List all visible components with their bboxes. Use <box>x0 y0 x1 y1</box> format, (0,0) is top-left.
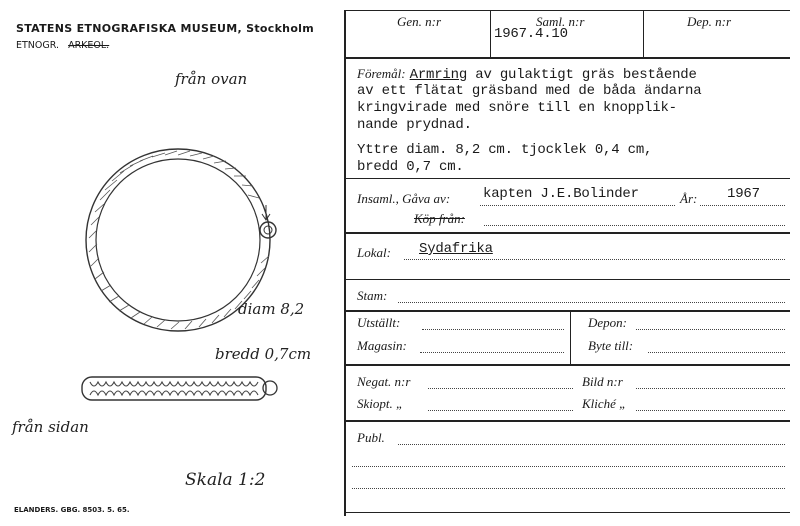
sketch-width-note: bredd 0,7cm <box>215 345 312 363</box>
description-line-5: Yttre diam. 8,2 cm. tjocklek 0,4 cm, <box>357 142 653 158</box>
insaml-dotted-line <box>480 205 675 206</box>
department-archaeology-struck: ARKEOL. <box>68 40 110 51</box>
bracelet-sketch <box>0 0 340 526</box>
year-label: År: <box>680 191 698 206</box>
source-section-bottom <box>344 232 790 234</box>
saml-dep-divider <box>643 10 644 57</box>
utstallt-label: Utställt: <box>357 315 401 330</box>
description-line-4: nande prydnad. <box>357 117 472 133</box>
museum-city: Stockholm <box>246 22 315 35</box>
saml-number-label: Saml. n:r <box>536 14 585 29</box>
description-line-6: bredd 0,7 cm. <box>357 159 464 175</box>
negat-dotted-line <box>428 388 573 389</box>
saml-number-value: 1967.4.10 <box>494 26 568 42</box>
magasin-label: Magasin: <box>357 338 407 353</box>
sketch-diameter-note: diam 8,2 <box>238 300 305 318</box>
year-value: 1967 <box>727 186 760 202</box>
kliche-label: Kliché „ <box>582 396 627 411</box>
photo-section-bottom <box>344 420 790 422</box>
lokal-value: Sydafrika <box>419 241 493 257</box>
department-ethnography: ETNOGR. <box>16 40 60 51</box>
skiopt-dotted-line <box>428 410 573 411</box>
negat-label: Negat. n:r <box>357 374 411 389</box>
card-top-border <box>344 10 790 11</box>
stam-label: Stam: <box>357 288 388 303</box>
gen-saml-divider <box>490 10 491 57</box>
description-line-2: av ett flätat gräsband med de båda ändarna <box>357 83 702 99</box>
ring-side-view <box>82 377 277 400</box>
printer-imprint: ELANDERS. GBG. 8503. 5. 65. <box>14 506 130 514</box>
skiopt-label: Skiopt. „ <box>357 396 404 411</box>
object-name: Armring <box>409 67 468 83</box>
insaml-gava-label: Insaml., Gåva av: <box>357 191 451 206</box>
gen-number-label: Gen. n:r <box>397 14 442 29</box>
publ-dotted-line-1 <box>398 444 785 445</box>
utstallt-dotted-line <box>422 329 564 330</box>
stam-dotted-line <box>398 302 785 303</box>
bild-dotted-line <box>636 388 785 389</box>
stam-section-bottom <box>344 310 790 312</box>
number-row-bottom <box>344 57 790 59</box>
sketch-scale-note: Skala 1:2 <box>185 470 266 490</box>
storage-divider <box>570 310 571 364</box>
publ-label: Publ. <box>357 430 385 445</box>
kop-fran-label: Köp från: <box>414 211 465 226</box>
dep-number-label: Dep. n:r <box>687 14 732 29</box>
publ-dotted-line-2 <box>352 466 785 467</box>
lokal-section-bottom <box>344 279 790 280</box>
storage-section-bottom <box>344 364 790 366</box>
card-bottom-border <box>344 512 790 513</box>
sketch-top-label: från ovan <box>175 70 248 88</box>
lokal-label: Lokal: <box>357 245 391 260</box>
object-description-line-1 <box>357 65 697 83</box>
byte-dotted-line <box>648 352 785 353</box>
publ-dotted-line-3 <box>352 488 785 489</box>
kliche-dotted-line <box>636 410 785 411</box>
description-line-1-rest: av gulaktigt gräs bestående <box>467 67 697 83</box>
year-dotted-line <box>700 205 785 206</box>
description-line-3: kringvirade med snöre till en knopplik- <box>357 100 677 116</box>
bild-label: Bild n:r <box>582 374 623 389</box>
description-bottom <box>344 178 790 179</box>
kop-dotted-line <box>484 225 785 226</box>
magasin-dotted-line <box>420 352 564 353</box>
depon-dotted-line <box>636 329 785 330</box>
museum-title: STATENS ETNOGRAFISKA MUSEUM, <box>16 22 242 35</box>
depon-label: Depon: <box>588 315 627 330</box>
panel-divider <box>344 10 346 516</box>
sketch-side-label: från sidan <box>12 418 89 436</box>
lokal-dotted-line <box>404 259 785 260</box>
insaml-gava-value: kapten J.E.Bolinder <box>483 186 639 202</box>
byte-till-label: Byte till: <box>588 338 634 353</box>
foremal-label: Föremål: <box>357 66 406 81</box>
